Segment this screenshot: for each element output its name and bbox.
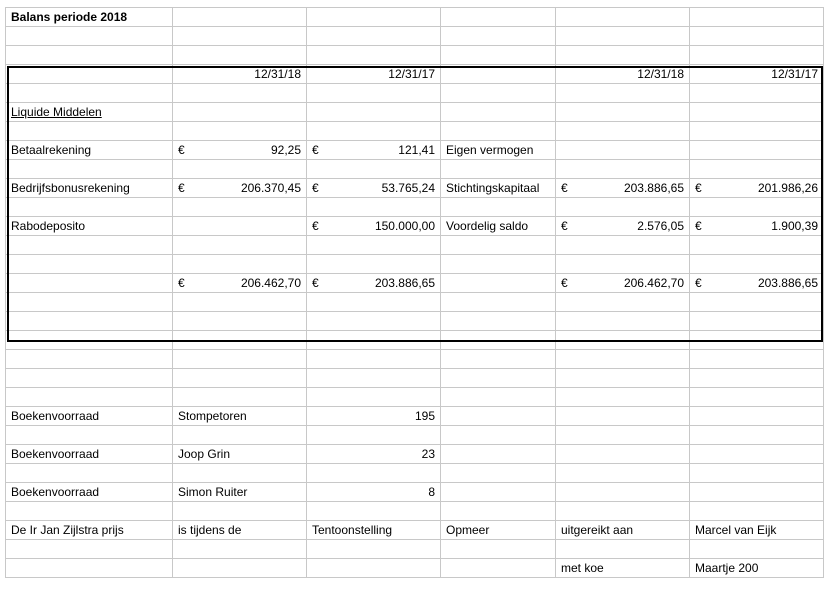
cell[interactable] bbox=[173, 84, 307, 103]
cell[interactable] bbox=[173, 388, 307, 407]
amount: 206.462,70 bbox=[623, 276, 684, 290]
cell[interactable] bbox=[307, 369, 441, 388]
cell[interactable] bbox=[307, 236, 441, 255]
cell[interactable] bbox=[441, 103, 556, 122]
cell[interactable] bbox=[690, 236, 824, 255]
amount: 2.576,05 bbox=[637, 219, 684, 233]
cell[interactable] bbox=[173, 293, 307, 312]
cell[interactable] bbox=[556, 350, 690, 369]
cell[interactable] bbox=[307, 464, 441, 483]
cell[interactable]: 12/31/17 bbox=[690, 65, 824, 84]
sheet-row bbox=[6, 388, 824, 407]
cell[interactable] bbox=[307, 160, 441, 179]
amount: 203.886,65 bbox=[757, 276, 818, 290]
currency-symbol: € bbox=[312, 143, 319, 157]
cell[interactable] bbox=[307, 540, 441, 559]
currency-cell[interactable] bbox=[307, 217, 441, 236]
cell[interactable] bbox=[6, 198, 173, 217]
currency-cell[interactable] bbox=[556, 179, 690, 198]
cell[interactable] bbox=[6, 274, 173, 293]
cell[interactable] bbox=[173, 236, 307, 255]
sheet-row bbox=[6, 483, 824, 502]
cell[interactable] bbox=[441, 369, 556, 388]
currency-cell[interactable] bbox=[173, 141, 307, 160]
sheet-row bbox=[6, 217, 824, 236]
currency-symbol: € bbox=[312, 181, 319, 195]
cell[interactable]: 12/31/17 bbox=[307, 65, 441, 84]
cell[interactable] bbox=[6, 464, 173, 483]
cell[interactable] bbox=[556, 27, 690, 46]
cell[interactable] bbox=[173, 160, 307, 179]
cell[interactable] bbox=[6, 84, 173, 103]
cell[interactable]: 8 bbox=[307, 483, 441, 502]
cell[interactable]: Eigen vermogen bbox=[441, 141, 556, 160]
cell[interactable]: Liquide Middelen bbox=[6, 103, 173, 122]
cell[interactable] bbox=[6, 331, 173, 350]
cell[interactable]: is tijdens de bbox=[173, 521, 307, 540]
sheet-row bbox=[6, 8, 824, 27]
cell[interactable] bbox=[173, 217, 307, 236]
cell[interactable] bbox=[307, 559, 441, 578]
cell[interactable] bbox=[690, 46, 824, 65]
cell[interactable] bbox=[441, 331, 556, 350]
cell[interactable] bbox=[307, 426, 441, 445]
sheet-row bbox=[6, 369, 824, 388]
cell[interactable] bbox=[690, 407, 824, 426]
amount: 1.900,39 bbox=[771, 219, 818, 233]
cell[interactable] bbox=[6, 388, 173, 407]
cell[interactable] bbox=[6, 369, 173, 388]
cell[interactable] bbox=[690, 103, 824, 122]
cell[interactable] bbox=[307, 293, 441, 312]
cell[interactable] bbox=[441, 160, 556, 179]
cell[interactable] bbox=[441, 407, 556, 426]
cell[interactable] bbox=[307, 103, 441, 122]
cell[interactable] bbox=[556, 407, 690, 426]
cell[interactable] bbox=[441, 293, 556, 312]
cell[interactable] bbox=[690, 8, 824, 27]
sheet-row bbox=[6, 312, 824, 331]
amount: 150.000,00 bbox=[374, 219, 435, 233]
sheet-row bbox=[6, 179, 824, 198]
cell[interactable] bbox=[556, 8, 690, 27]
cell[interactable] bbox=[307, 388, 441, 407]
cell[interactable] bbox=[441, 84, 556, 103]
cell[interactable] bbox=[690, 483, 824, 502]
cell[interactable] bbox=[6, 540, 173, 559]
currency-cell[interactable] bbox=[307, 141, 441, 160]
cell[interactable] bbox=[6, 293, 173, 312]
cell[interactable] bbox=[690, 426, 824, 445]
cell[interactable] bbox=[556, 122, 690, 141]
cell[interactable] bbox=[690, 84, 824, 103]
cell[interactable]: Voordelig saldo bbox=[441, 217, 556, 236]
cell[interactable]: Stompetoren bbox=[173, 407, 307, 426]
cell[interactable] bbox=[173, 103, 307, 122]
cell[interactable] bbox=[6, 27, 173, 46]
currency-symbol: € bbox=[561, 219, 568, 233]
currency-cell[interactable] bbox=[173, 274, 307, 293]
cell[interactable] bbox=[6, 312, 173, 331]
cell[interactable] bbox=[173, 369, 307, 388]
cell[interactable] bbox=[441, 388, 556, 407]
cell[interactable] bbox=[307, 312, 441, 331]
sheet-row bbox=[6, 160, 824, 179]
currency-symbol: € bbox=[561, 181, 568, 195]
cell[interactable] bbox=[6, 426, 173, 445]
cell[interactable]: Betaalrekening bbox=[6, 141, 173, 160]
cell[interactable] bbox=[556, 141, 690, 160]
cell[interactable] bbox=[173, 331, 307, 350]
amount: 203.886,65 bbox=[623, 181, 684, 195]
cell[interactable] bbox=[556, 540, 690, 559]
cell[interactable]: Balans periode 2018 bbox=[6, 8, 173, 27]
sheet-row bbox=[6, 445, 824, 464]
cell[interactable]: Bedrijfsbonusrekening bbox=[6, 179, 173, 198]
currency-symbol: € bbox=[312, 219, 319, 233]
cell[interactable] bbox=[6, 255, 173, 274]
cell[interactable] bbox=[441, 122, 556, 141]
currency-cell[interactable] bbox=[307, 274, 441, 293]
currency-cell[interactable] bbox=[173, 179, 307, 198]
cell[interactable] bbox=[690, 312, 824, 331]
cell[interactable] bbox=[173, 312, 307, 331]
amount: 203.886,65 bbox=[374, 276, 435, 290]
cell[interactable] bbox=[307, 350, 441, 369]
cell[interactable] bbox=[690, 445, 824, 464]
cell[interactable] bbox=[690, 331, 824, 350]
cell[interactable] bbox=[441, 426, 556, 445]
cell[interactable]: Marcel van Eijk bbox=[690, 521, 824, 540]
sheet-row bbox=[6, 407, 824, 426]
cell[interactable]: De Ir Jan Zijlstra prijs bbox=[6, 521, 173, 540]
cell[interactable] bbox=[441, 445, 556, 464]
cell[interactable] bbox=[173, 502, 307, 521]
cell[interactable] bbox=[441, 27, 556, 46]
cell[interactable] bbox=[307, 27, 441, 46]
sheet-row bbox=[6, 65, 824, 84]
currency-symbol: € bbox=[312, 276, 319, 290]
cell[interactable] bbox=[556, 84, 690, 103]
cell[interactable] bbox=[6, 160, 173, 179]
cell[interactable] bbox=[441, 350, 556, 369]
sheet-row bbox=[6, 502, 824, 521]
sheet-row bbox=[6, 293, 824, 312]
cell[interactable] bbox=[556, 103, 690, 122]
cell[interactable] bbox=[6, 46, 173, 65]
cell[interactable] bbox=[690, 369, 824, 388]
cell[interactable] bbox=[6, 559, 173, 578]
cell[interactable]: Simon Ruiter bbox=[173, 483, 307, 502]
currency-cell[interactable] bbox=[556, 274, 690, 293]
sheet-row bbox=[6, 46, 824, 65]
cell[interactable]: Opmeer bbox=[441, 521, 556, 540]
cell[interactable] bbox=[441, 198, 556, 217]
cell[interactable] bbox=[690, 160, 824, 179]
cell[interactable]: Boekenvoorraad bbox=[6, 407, 173, 426]
cell[interactable] bbox=[441, 8, 556, 27]
cell[interactable] bbox=[307, 122, 441, 141]
cell[interactable] bbox=[173, 8, 307, 27]
sheet-row bbox=[6, 464, 824, 483]
currency-symbol: € bbox=[178, 276, 185, 290]
cell[interactable] bbox=[6, 236, 173, 255]
cell[interactable] bbox=[556, 445, 690, 464]
cell[interactable] bbox=[6, 502, 173, 521]
cell[interactable] bbox=[173, 27, 307, 46]
currency-symbol: € bbox=[695, 219, 702, 233]
cell[interactable] bbox=[173, 426, 307, 445]
cell[interactable]: uitgereikt aan bbox=[556, 521, 690, 540]
cell[interactable] bbox=[556, 46, 690, 65]
cell[interactable] bbox=[307, 84, 441, 103]
sheet-row bbox=[6, 255, 824, 274]
cell[interactable] bbox=[441, 255, 556, 274]
cell[interactable] bbox=[556, 312, 690, 331]
amount: 92,25 bbox=[270, 143, 301, 157]
cell[interactable] bbox=[690, 464, 824, 483]
cell[interactable]: Rabodeposito bbox=[6, 217, 173, 236]
cell[interactable] bbox=[307, 255, 441, 274]
cell[interactable] bbox=[556, 293, 690, 312]
sheet-row bbox=[6, 274, 824, 293]
cell[interactable] bbox=[556, 198, 690, 217]
amount: 206.370,45 bbox=[240, 181, 301, 195]
cell[interactable] bbox=[173, 46, 307, 65]
cell[interactable] bbox=[441, 65, 556, 84]
cell[interactable]: 12/31/18 bbox=[556, 65, 690, 84]
cell[interactable] bbox=[441, 559, 556, 578]
cell[interactable] bbox=[307, 198, 441, 217]
sheet-row bbox=[6, 426, 824, 445]
currency-symbol: € bbox=[695, 181, 702, 195]
cell[interactable] bbox=[690, 255, 824, 274]
cell[interactable] bbox=[556, 464, 690, 483]
currency-cell[interactable] bbox=[556, 217, 690, 236]
cell[interactable] bbox=[690, 502, 824, 521]
cell[interactable] bbox=[307, 8, 441, 27]
sheet-row bbox=[6, 350, 824, 369]
spreadsheet-grid bbox=[5, 7, 824, 578]
cell[interactable] bbox=[6, 350, 173, 369]
cell[interactable]: met koe bbox=[556, 559, 690, 578]
cell[interactable] bbox=[441, 46, 556, 65]
cell[interactable] bbox=[307, 502, 441, 521]
sheet-row bbox=[6, 84, 824, 103]
cell[interactable] bbox=[173, 255, 307, 274]
sheet-row bbox=[6, 27, 824, 46]
amount: 121,41 bbox=[398, 143, 435, 157]
cell[interactable]: Joop Grin bbox=[173, 445, 307, 464]
cell[interactable] bbox=[556, 426, 690, 445]
cell[interactable]: Boekenvoorraad bbox=[6, 483, 173, 502]
cell[interactable] bbox=[307, 46, 441, 65]
sheet-row bbox=[6, 141, 824, 160]
cell[interactable] bbox=[690, 141, 824, 160]
sheet-row bbox=[6, 540, 824, 559]
cell[interactable] bbox=[556, 255, 690, 274]
cell[interactable] bbox=[173, 198, 307, 217]
cell[interactable]: 23 bbox=[307, 445, 441, 464]
cell[interactable] bbox=[690, 122, 824, 141]
cell[interactable] bbox=[441, 312, 556, 331]
cell[interactable]: Maartje 200 bbox=[690, 559, 824, 578]
cell[interactable]: Tentoonstelling bbox=[307, 521, 441, 540]
cell[interactable] bbox=[441, 464, 556, 483]
cell[interactable] bbox=[173, 350, 307, 369]
cell[interactable] bbox=[173, 559, 307, 578]
cell[interactable] bbox=[6, 122, 173, 141]
sheet-row bbox=[6, 331, 824, 350]
cell[interactable] bbox=[556, 331, 690, 350]
cell[interactable] bbox=[556, 160, 690, 179]
cell[interactable] bbox=[690, 198, 824, 217]
cell[interactable] bbox=[307, 331, 441, 350]
sheet-row bbox=[6, 198, 824, 217]
cell[interactable] bbox=[173, 122, 307, 141]
cell[interactable] bbox=[441, 236, 556, 255]
cell[interactable]: Boekenvoorraad bbox=[6, 445, 173, 464]
amount: 201.986,26 bbox=[757, 181, 818, 195]
cell[interactable] bbox=[441, 483, 556, 502]
currency-symbol: € bbox=[178, 143, 185, 157]
cell[interactable] bbox=[173, 464, 307, 483]
cell[interactable] bbox=[556, 388, 690, 407]
sheet-row bbox=[6, 236, 824, 255]
cell[interactable]: 195 bbox=[307, 407, 441, 426]
sheet-row bbox=[6, 122, 824, 141]
amount: 206.462,70 bbox=[240, 276, 301, 290]
cell[interactable] bbox=[556, 502, 690, 521]
cell[interactable]: Stichtingskapitaal bbox=[441, 179, 556, 198]
sheet-row bbox=[6, 103, 824, 122]
cell[interactable]: 12/31/18 bbox=[173, 65, 307, 84]
cell[interactable] bbox=[690, 540, 824, 559]
currency-cell[interactable] bbox=[690, 179, 824, 198]
cell[interactable] bbox=[556, 483, 690, 502]
sheet-row bbox=[6, 559, 824, 578]
cell[interactable] bbox=[556, 236, 690, 255]
cell[interactable] bbox=[690, 293, 824, 312]
cell[interactable] bbox=[441, 274, 556, 293]
currency-symbol: € bbox=[561, 276, 568, 290]
cell[interactable] bbox=[441, 540, 556, 559]
cell[interactable] bbox=[173, 540, 307, 559]
cell[interactable] bbox=[6, 65, 173, 84]
currency-symbol: € bbox=[695, 276, 702, 290]
sheet-row bbox=[6, 521, 824, 540]
currency-symbol: € bbox=[178, 181, 185, 195]
cell[interactable] bbox=[690, 27, 824, 46]
cell[interactable] bbox=[690, 350, 824, 369]
cell[interactable] bbox=[556, 369, 690, 388]
currency-cell[interactable] bbox=[690, 217, 824, 236]
cell[interactable] bbox=[441, 502, 556, 521]
currency-cell[interactable] bbox=[690, 274, 824, 293]
currency-cell[interactable] bbox=[307, 179, 441, 198]
cell[interactable] bbox=[690, 388, 824, 407]
amount: 53.765,24 bbox=[381, 181, 435, 195]
